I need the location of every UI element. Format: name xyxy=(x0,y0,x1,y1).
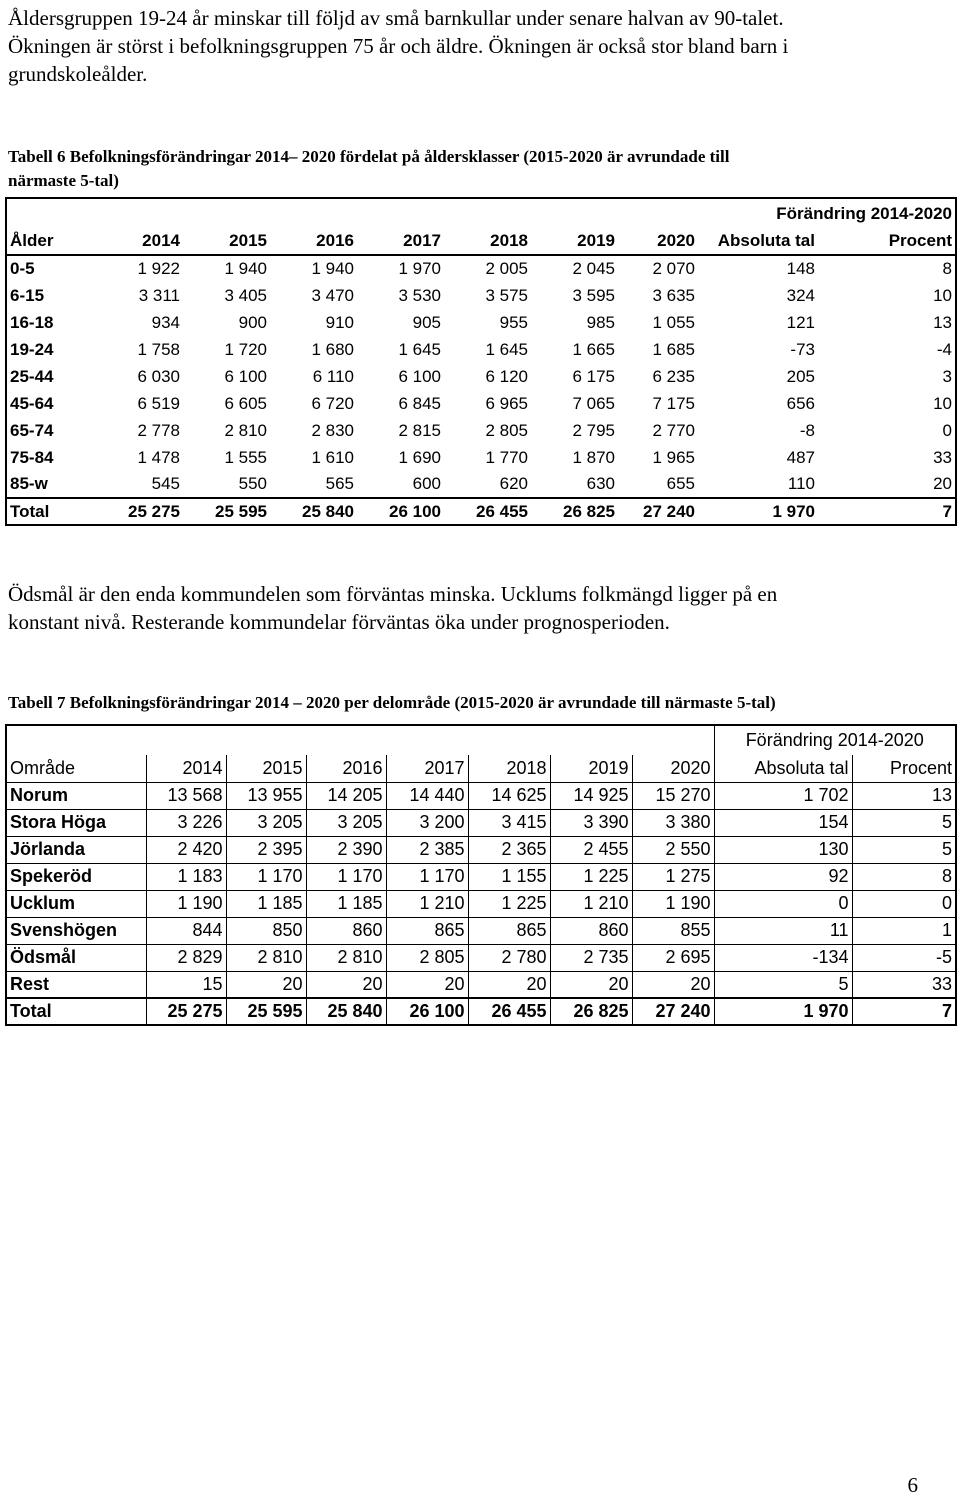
column-header: 2015 xyxy=(226,755,306,782)
table-cell: 33 xyxy=(933,447,952,467)
row-label: 6-15 xyxy=(10,285,45,305)
table-cell: 2 805 xyxy=(386,944,468,971)
table-cell: 1 190 xyxy=(632,890,714,917)
table-cell: 5 xyxy=(714,971,852,998)
table-cell: -4 xyxy=(936,339,952,359)
table-cell: 0 xyxy=(852,890,956,917)
column-header: 2018 xyxy=(490,231,528,250)
table-cell: 3 200 xyxy=(386,809,468,836)
table-cell: 1 170 xyxy=(226,863,306,890)
table-cell: 1 170 xyxy=(306,863,386,890)
row-label: 75-84 xyxy=(10,447,54,467)
table-cell: 6 030 xyxy=(137,366,180,386)
group-header-row xyxy=(6,725,956,755)
table-cell: -73 xyxy=(790,339,815,359)
row-label: 25-44 xyxy=(10,366,54,386)
table-cell: 1 720 xyxy=(224,339,267,359)
row-label: Ucklum xyxy=(6,890,146,917)
table-cell: 550 xyxy=(238,474,267,493)
table-cell: 1 555 xyxy=(224,447,267,467)
table-cell: 865 xyxy=(386,917,468,944)
table-cell: 2 695 xyxy=(632,944,714,971)
table-cell: 11 xyxy=(714,917,852,944)
table-cell: 1 940 xyxy=(270,255,357,282)
table-cell: 13 568 xyxy=(146,782,226,809)
table-cell: 1 770 xyxy=(485,447,528,467)
area-table-body xyxy=(6,725,956,1025)
table-cell: 92 xyxy=(714,863,852,890)
row-label: Stora Höga xyxy=(6,809,146,836)
table-cell: 13 xyxy=(852,782,956,809)
table-cell: -8 xyxy=(799,420,815,440)
table-cell: 3 415 xyxy=(468,809,550,836)
table-cell: 910 xyxy=(325,312,354,332)
table-cell: 1 940 xyxy=(183,255,270,282)
table-row xyxy=(6,363,956,390)
table-cell: 20 xyxy=(306,971,386,998)
table-cell: 20 xyxy=(550,971,632,998)
group-header: Förändring 2014-2020 xyxy=(776,203,952,223)
table-cell: 324 xyxy=(786,285,815,305)
table-cell: 3 390 xyxy=(550,809,632,836)
column-header: 2019 xyxy=(577,231,615,250)
table7-caption xyxy=(8,691,953,715)
column-header: 2016 xyxy=(316,231,354,250)
table-cell: 2 815 xyxy=(398,420,441,440)
column-header: 2020 xyxy=(657,231,695,250)
table-cell: 1 478 xyxy=(137,447,180,467)
table-cell: 148 xyxy=(698,255,818,282)
total-cell: 25 840 xyxy=(270,498,357,525)
table-cell: 130 xyxy=(714,836,852,863)
table-cell: 6 720 xyxy=(311,393,354,413)
table-cell: 6 120 xyxy=(485,366,528,386)
table-cell: 6 965 xyxy=(485,393,528,413)
table-cell: 600 xyxy=(412,474,441,493)
total-cell: 26 100 xyxy=(357,498,444,525)
table-cell: 1 970 xyxy=(357,255,444,282)
intro-line: grundskoleålder. xyxy=(8,62,148,86)
table-cell: 1 170 xyxy=(386,863,468,890)
table-cell: 7 175 xyxy=(652,393,695,413)
group-header-row xyxy=(6,198,956,228)
table-cell: 3 311 xyxy=(138,285,180,305)
column-header-row xyxy=(6,755,956,782)
table-cell: 6 605 xyxy=(224,393,267,413)
total-cell: 25 595 xyxy=(226,998,306,1025)
table-cell: 2 810 xyxy=(306,944,386,971)
table-cell: 1 185 xyxy=(306,890,386,917)
table-cell: 3 595 xyxy=(572,285,615,305)
table-cell: 865 xyxy=(468,917,550,944)
table-cell: 3 205 xyxy=(226,809,306,836)
table-cell: 1 210 xyxy=(386,890,468,917)
caption-line: närmaste 5-tal) xyxy=(8,171,119,190)
table-cell: 2 735 xyxy=(550,944,632,971)
age-table-body xyxy=(6,198,956,525)
table-cell: 2 365 xyxy=(468,836,550,863)
table-cell: 1 690 xyxy=(398,447,441,467)
total-cell: 25 275 xyxy=(96,498,183,525)
column-header: 2019 xyxy=(550,755,632,782)
row-label: Svenshögen xyxy=(6,917,146,944)
table-row xyxy=(6,336,956,363)
table-cell: 8 xyxy=(852,863,956,890)
table-row xyxy=(6,417,956,444)
total-cell: 25 595 xyxy=(183,498,270,525)
table-cell: 3 635 xyxy=(652,285,695,305)
intro-line: Åldersgruppen 19-24 år minskar till följd av små barnkullar under senare halvan av 90-talet. xyxy=(8,6,784,30)
table-cell: 2 805 xyxy=(485,420,528,440)
table-cell: -5 xyxy=(852,944,956,971)
table-cell: 620 xyxy=(499,474,528,493)
table-cell: 3 575 xyxy=(485,285,528,305)
table-cell: 1 xyxy=(852,917,956,944)
table-cell: 1 225 xyxy=(468,890,550,917)
row-label: Jörlanda xyxy=(6,836,146,863)
table-cell: 3 470 xyxy=(311,285,354,305)
table-cell: 1 055 xyxy=(652,312,695,332)
table-cell: 6 235 xyxy=(652,366,695,386)
table-cell: 1 758 xyxy=(137,339,180,359)
table-cell: 545 xyxy=(151,474,180,493)
total-cell: 1 970 xyxy=(698,498,818,525)
table-cell: 33 xyxy=(852,971,956,998)
total-cell: 26 825 xyxy=(531,498,618,525)
table-cell: 2 810 xyxy=(224,420,267,440)
table-cell: 2 455 xyxy=(550,836,632,863)
row-label: 19-24 xyxy=(10,339,54,359)
table-cell: 6 110 xyxy=(312,366,354,386)
total-cell: 27 240 xyxy=(618,498,698,525)
table-cell: 14 925 xyxy=(550,782,632,809)
row-label: Rest xyxy=(6,971,146,998)
table-cell: 1 645 xyxy=(398,339,441,359)
table-cell: 487 xyxy=(786,447,815,467)
table-cell: 1 190 xyxy=(146,890,226,917)
table-cell: 2 005 xyxy=(444,255,531,282)
table-cell: 5 xyxy=(852,836,956,863)
table-row xyxy=(6,809,956,836)
total-cell: 25 840 xyxy=(306,998,386,1025)
table-cell: 905 xyxy=(412,312,441,332)
table-cell: 6 845 xyxy=(398,393,441,413)
row-label: 45-64 xyxy=(10,393,54,413)
column-header: 2014 xyxy=(142,231,180,250)
total-cell: 1 970 xyxy=(714,998,852,1025)
table-cell: 1 965 xyxy=(652,447,695,467)
column-header: Absoluta tal xyxy=(714,755,852,782)
table-cell: 20 xyxy=(468,971,550,998)
table-cell: 850 xyxy=(226,917,306,944)
column-header: 2017 xyxy=(403,231,441,250)
column-header: Procent xyxy=(888,231,952,250)
table-cell: 3 380 xyxy=(632,809,714,836)
table-row xyxy=(6,971,956,998)
table-row xyxy=(6,863,956,890)
table-cell: 14 625 xyxy=(468,782,550,809)
table-cell: 20 xyxy=(386,971,468,998)
column-header: 2018 xyxy=(468,755,550,782)
table-cell: -134 xyxy=(714,944,852,971)
table-cell: 5 xyxy=(852,809,956,836)
table-cell: 3 226 xyxy=(146,809,226,836)
table-cell: 6 519 xyxy=(137,393,180,413)
total-label: Total xyxy=(6,498,96,525)
intro-paragraph xyxy=(8,4,953,88)
page-number: 6 xyxy=(907,1473,918,1497)
table-cell: 0 xyxy=(714,890,852,917)
column-header: Ålder xyxy=(10,231,54,250)
table-cell: 934 xyxy=(151,312,180,332)
table-cell: 985 xyxy=(586,312,615,332)
table-cell: 15 xyxy=(146,971,226,998)
table-cell: 2 385 xyxy=(386,836,468,863)
row-label: 0-5 xyxy=(6,255,96,282)
table-cell: 3 530 xyxy=(398,285,441,305)
table-cell: 630 xyxy=(586,474,615,493)
total-cell: 26 100 xyxy=(386,998,468,1025)
table-row xyxy=(6,944,956,971)
row-label: 16-18 xyxy=(10,312,54,332)
row-label: 65-74 xyxy=(10,420,54,440)
table-row xyxy=(6,471,956,498)
row-label: 85-w xyxy=(10,474,48,493)
table-cell: 7 065 xyxy=(572,393,615,413)
table-cell: 6 175 xyxy=(572,366,615,386)
table-cell: 844 xyxy=(146,917,226,944)
table-cell: 2 420 xyxy=(146,836,226,863)
total-cell: 26 455 xyxy=(444,498,531,525)
table-cell: 2 770 xyxy=(652,420,695,440)
middle-line: konstant nivå. Resterande kommundelar förväntas öka under prognosperioden. xyxy=(8,610,670,634)
total-cell: 26 825 xyxy=(550,998,632,1025)
column-header: Område xyxy=(10,757,76,778)
row-label: Ödsmål xyxy=(6,944,146,971)
table-cell: 10 xyxy=(933,285,952,305)
table-cell: 15 270 xyxy=(632,782,714,809)
table-cell: 6 100 xyxy=(224,366,267,386)
table-cell: 2 780 xyxy=(468,944,550,971)
table-cell: 1 645 xyxy=(485,339,528,359)
table-cell: 656 xyxy=(786,393,815,413)
table-cell: 1 680 xyxy=(311,339,354,359)
table-cell: 1 870 xyxy=(572,447,615,467)
table-cell: 13 xyxy=(933,312,952,332)
total-cell: 25 275 xyxy=(146,998,226,1025)
table-cell: 13 955 xyxy=(226,782,306,809)
group-header: Förändring 2014-2020 xyxy=(714,725,956,755)
column-header: Procent xyxy=(852,755,956,782)
table-cell: 1 275 xyxy=(632,863,714,890)
table-row xyxy=(6,282,956,309)
column-header: Absoluta tal xyxy=(717,231,815,250)
table-cell: 2 070 xyxy=(618,255,698,282)
table-cell: 1 922 xyxy=(96,255,183,282)
column-header-row xyxy=(6,228,956,255)
table-cell: 205 xyxy=(786,366,815,386)
table-cell: 955 xyxy=(499,312,528,332)
table-cell: 1 665 xyxy=(572,339,615,359)
caption-line: Tabell 6 Befolkningsförändringar 2014– 2020 fördelat på åldersklasser (2015-2020 är avrundade till xyxy=(8,147,730,166)
table-row xyxy=(6,782,956,809)
table-cell: 1 210 xyxy=(550,890,632,917)
middle-paragraph xyxy=(8,580,953,636)
table-cell: 1 225 xyxy=(550,863,632,890)
table-row xyxy=(6,444,956,471)
table-cell: 1 155 xyxy=(468,863,550,890)
table-cell: 1 185 xyxy=(226,890,306,917)
table-cell: 154 xyxy=(714,809,852,836)
table-row xyxy=(6,917,956,944)
column-header: 2014 xyxy=(146,755,226,782)
table-cell: 2 829 xyxy=(146,944,226,971)
table-cell: 2 045 xyxy=(531,255,618,282)
table-cell: 655 xyxy=(666,474,695,493)
table-cell: 900 xyxy=(238,312,267,332)
table-row xyxy=(6,255,956,282)
table-row xyxy=(6,890,956,917)
table-cell: 20 xyxy=(632,971,714,998)
total-cell: 27 240 xyxy=(632,998,714,1025)
table6-caption xyxy=(8,145,953,193)
caption-line: Tabell 7 Befolkningsförändringar 2014 – 2020 per delområde (2015-2020 är avrundade till närmaste 5-tal) xyxy=(8,693,776,712)
column-header: 2016 xyxy=(306,755,386,782)
total-cell: 26 455 xyxy=(468,998,550,1025)
table-cell: 20 xyxy=(933,474,952,493)
middle-line: Ödsmål är den enda kommundelen som förväntas minska. Ucklums folkmängd ligger på en xyxy=(8,582,778,606)
table-row xyxy=(6,390,956,417)
table-cell: 2 795 xyxy=(572,420,615,440)
total-label: Total xyxy=(6,998,146,1025)
table-cell: 1 610 xyxy=(311,447,354,467)
table-cell: 8 xyxy=(818,255,956,282)
table-cell: 6 100 xyxy=(398,366,441,386)
table-cell: 1 702 xyxy=(714,782,852,809)
total-row xyxy=(6,998,956,1025)
area-table xyxy=(5,724,957,1026)
table-cell: 3 205 xyxy=(306,809,386,836)
table-cell: 2 390 xyxy=(306,836,386,863)
table-cell: 2 550 xyxy=(632,836,714,863)
table-cell: 20 xyxy=(226,971,306,998)
table-cell: 2 395 xyxy=(226,836,306,863)
table-cell: 855 xyxy=(632,917,714,944)
table-cell: 121 xyxy=(786,312,815,332)
column-header: 2020 xyxy=(632,755,714,782)
table-cell: 3 xyxy=(942,366,952,386)
table-cell: 3 405 xyxy=(224,285,267,305)
total-cell: 7 xyxy=(852,998,956,1025)
table-cell: 860 xyxy=(306,917,386,944)
intro-line: Ökningen är störst i befolkningsgruppen 75 år och äldre. Ökningen är också stor bland barn i xyxy=(8,34,789,58)
column-header: 2017 xyxy=(386,755,468,782)
table-cell: 2 830 xyxy=(311,420,354,440)
table-cell: 0 xyxy=(942,420,952,440)
age-table xyxy=(5,197,957,526)
table-cell: 14 205 xyxy=(306,782,386,809)
row-label: Norum xyxy=(6,782,146,809)
column-header: 2015 xyxy=(229,231,267,250)
total-row xyxy=(6,498,956,525)
table-row xyxy=(6,309,956,336)
table-row xyxy=(6,836,956,863)
row-label: Spekeröd xyxy=(6,863,146,890)
table-cell: 1 685 xyxy=(652,339,695,359)
table-cell: 2 810 xyxy=(226,944,306,971)
total-cell: 7 xyxy=(818,498,956,525)
table-cell: 565 xyxy=(325,474,354,493)
table-cell: 1 183 xyxy=(146,863,226,890)
table-cell: 2 778 xyxy=(137,420,180,440)
table-cell: 860 xyxy=(550,917,632,944)
table-cell: 14 440 xyxy=(386,782,468,809)
table-cell: 10 xyxy=(933,393,952,413)
table-cell: 110 xyxy=(787,474,815,493)
